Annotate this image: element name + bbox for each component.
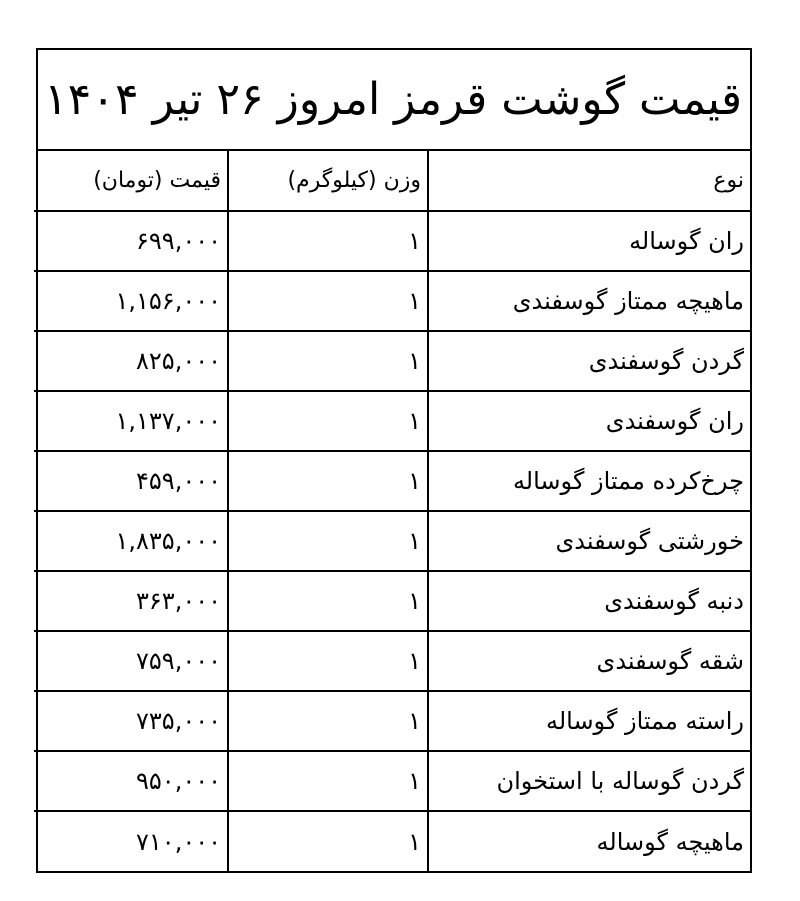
cell-type: چرخ‌کرده ممتاز گوساله (428, 451, 750, 511)
cell-type: ماهیچه گوساله (428, 811, 750, 871)
table-row (34, 811, 750, 871)
table-row (34, 631, 750, 691)
cell-price: ۱,۱۳۷,۰۰۰ (34, 391, 228, 451)
cell-type: ران گوساله (428, 211, 750, 271)
cell-type: گردن گوسفندی (428, 331, 750, 391)
cell-weight: ۱ (228, 511, 428, 571)
table-row (34, 391, 750, 451)
cell-weight: ۱ (228, 391, 428, 451)
cell-type: راسته ممتاز گوساله (428, 691, 750, 751)
cell-price: ۹۵۰,۰۰۰ (34, 751, 228, 811)
cell-price: ۶۹۹,۰۰۰ (34, 211, 228, 271)
cell-price: ۴۵۹,۰۰۰ (34, 451, 228, 511)
cell-price: ۷۳۵,۰۰۰ (34, 691, 228, 751)
cell-price: ۸۲۵,۰۰۰ (34, 331, 228, 391)
price-table (34, 151, 750, 871)
cell-price: ۱,۸۳۵,۰۰۰ (34, 511, 228, 571)
cell-price: ۷۵۹,۰۰۰ (34, 631, 228, 691)
page-title: قیمت گوشت قرمز امروز ۲۶ تیر ۱۴۰۴ (38, 50, 750, 151)
cell-type: ماهیچه ممتاز گوسفندی (428, 271, 750, 331)
header-weight: وزن (کیلوگرم) (228, 151, 428, 211)
cell-weight: ۱ (228, 691, 428, 751)
cell-weight: ۱ (228, 571, 428, 631)
header-type: نوع (428, 151, 750, 211)
cell-price: ۳۶۳,۰۰۰ (34, 571, 228, 631)
table-row (34, 451, 750, 511)
table-row (34, 271, 750, 331)
table-header-row (34, 151, 750, 211)
table-row (34, 331, 750, 391)
cell-weight: ۱ (228, 811, 428, 871)
cell-weight: ۱ (228, 751, 428, 811)
cell-price: ۱,۱۵۶,۰۰۰ (34, 271, 228, 331)
cell-weight: ۱ (228, 211, 428, 271)
cell-weight: ۱ (228, 631, 428, 691)
cell-weight: ۱ (228, 331, 428, 391)
cell-weight: ۱ (228, 451, 428, 511)
cell-type: خورشتی گوسفندی (428, 511, 750, 571)
cell-type: ران گوسفندی (428, 391, 750, 451)
table-row (34, 211, 750, 271)
header-price: قیمت (تومان) (34, 151, 228, 211)
table-row (34, 751, 750, 811)
table-row (34, 511, 750, 571)
cell-weight: ۱ (228, 271, 428, 331)
cell-type: گردن گوساله با استخوان (428, 751, 750, 811)
cell-type: دنبه گوسفندی (428, 571, 750, 631)
table-row (34, 571, 750, 631)
cell-type: شقه گوسفندی (428, 631, 750, 691)
cell-price: ۷۱۰,۰۰۰ (136, 827, 221, 856)
table-row (34, 691, 750, 751)
price-table-container (36, 48, 752, 873)
